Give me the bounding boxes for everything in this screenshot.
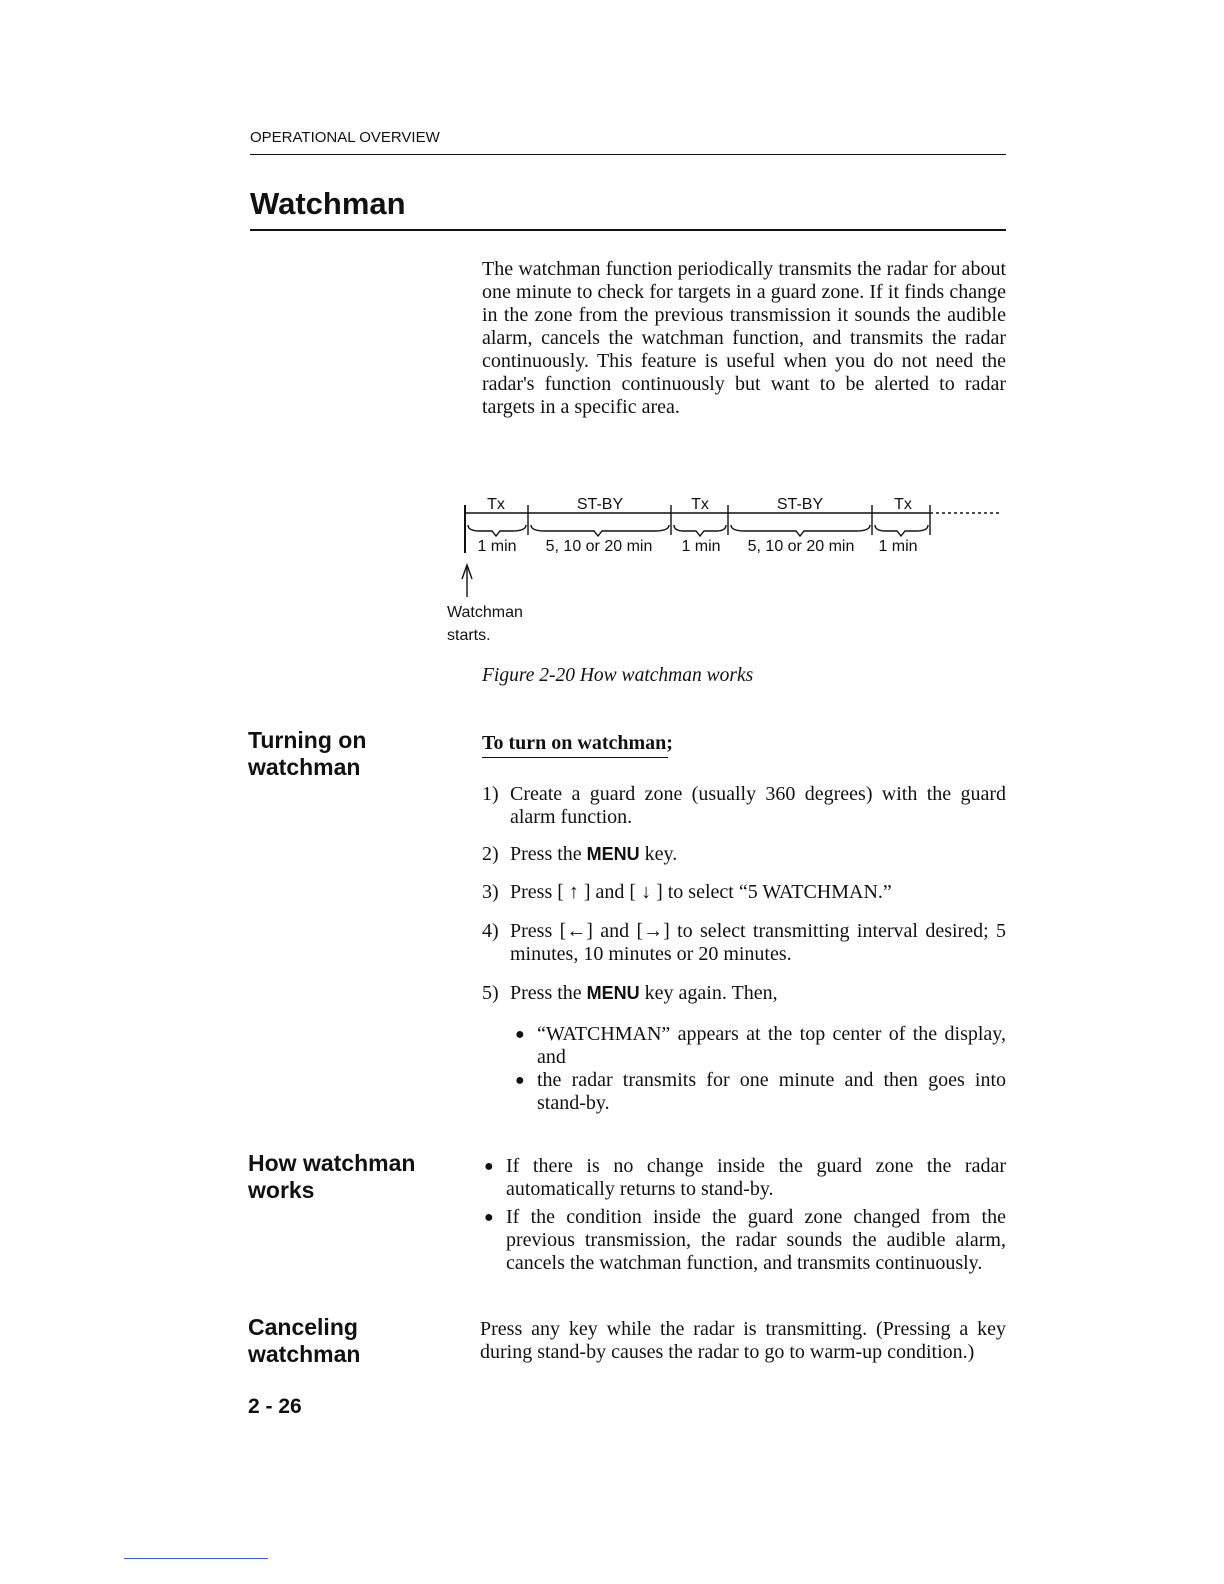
segment-duration-1: 1 min: [477, 538, 517, 555]
segment-label-5: Tx: [894, 496, 912, 513]
brace-4: [731, 525, 870, 536]
menu-key-label: MENU: [586, 983, 640, 1003]
segment-duration-3: 1 min: [681, 538, 721, 555]
canceling-paragraph: Press any key while the radar is transmitting. (Pressing a key during stand-by causes the radar to go to warm-up condition.): [480, 1318, 1006, 1363]
footer-link-rule: [124, 1558, 268, 1559]
turn-on-subheading: To turn on watchman;: [482, 732, 673, 754]
segment-label-1: Tx: [487, 496, 505, 513]
page-title: Watchman: [250, 186, 406, 221]
how-works-heading: How watchman works: [248, 1150, 416, 1203]
step-1: 1) Create a guard zone (usually 360 degrees) with the guard alarm function.: [482, 783, 1006, 828]
step-2: 2) Press the MENU key.: [482, 843, 678, 865]
canceling-heading: Canceling watchman: [248, 1314, 361, 1367]
segment-label-2: ST-BY: [576, 496, 624, 513]
running-header: OPERATIONAL OVERVIEW: [250, 129, 440, 146]
intro-paragraph: The watchman function periodically transmits the radar for about one minute to check for targets in a guard zone. If it finds change in the zone from the previous transmission it sounds the audible alarm, cancels the watchman function, and transmits the radar continuously. This feature is useful when you do not need the radar's function continuously but want to be alerted to radar targets in a specific area.: [482, 258, 1006, 418]
step-3: 3) Press [ ↑ ] and [ ↓ ] to select “5 WATCHMAN.”: [482, 881, 892, 903]
subheading-underline: [482, 757, 668, 758]
title-rule: [250, 229, 1006, 231]
segment-label-3: Tx: [691, 496, 709, 513]
watchman-timing-diagram: [440, 495, 1020, 625]
segment-label-4: ST-BY: [776, 496, 824, 513]
step-5: 5) Press the MENU key again. Then,: [482, 982, 778, 1004]
brace-1: [468, 525, 526, 536]
brace-5: [875, 525, 928, 536]
segment-duration-5: 1 min: [878, 538, 918, 555]
result-bullet-2: ● the radar transmits for one minute and then goes into stand-by.: [515, 1069, 1006, 1114]
brace-2: [531, 525, 669, 536]
how-works-bullet-1: ● If there is no change inside the guard zone the radar automatically returns to stand-by.: [484, 1155, 1006, 1200]
figure-caption: Figure 2-20 How watchman works: [482, 665, 754, 686]
menu-key-label: MENU: [586, 844, 640, 864]
start-label-line1: Watchman: [447, 604, 523, 621]
step-4: 4) Press [←] and [→] to select transmitting interval desired; 5 minutes, 10 minutes or 20 minutes.: [482, 920, 1006, 965]
result-bullet-1: ● “WATCHMAN” appears at the top center of the display, and: [515, 1023, 1006, 1068]
start-label-line2: starts.: [447, 627, 491, 644]
segment-duration-4: 5, 10 or 20 min: [747, 538, 855, 555]
turning-on-heading: Turning on watchman: [248, 727, 367, 780]
how-works-bullet-2: ● If the condition inside the guard zone changed from the previous transmission, the radar sounds the audible alarm, cancels the watchman function, and transmits continuously.: [484, 1206, 1006, 1274]
header-rule: [250, 154, 1006, 155]
page-number: 2 - 26: [248, 1395, 302, 1418]
brace-3: [674, 525, 726, 536]
segment-duration-2: 5, 10 or 20 min: [545, 538, 653, 555]
